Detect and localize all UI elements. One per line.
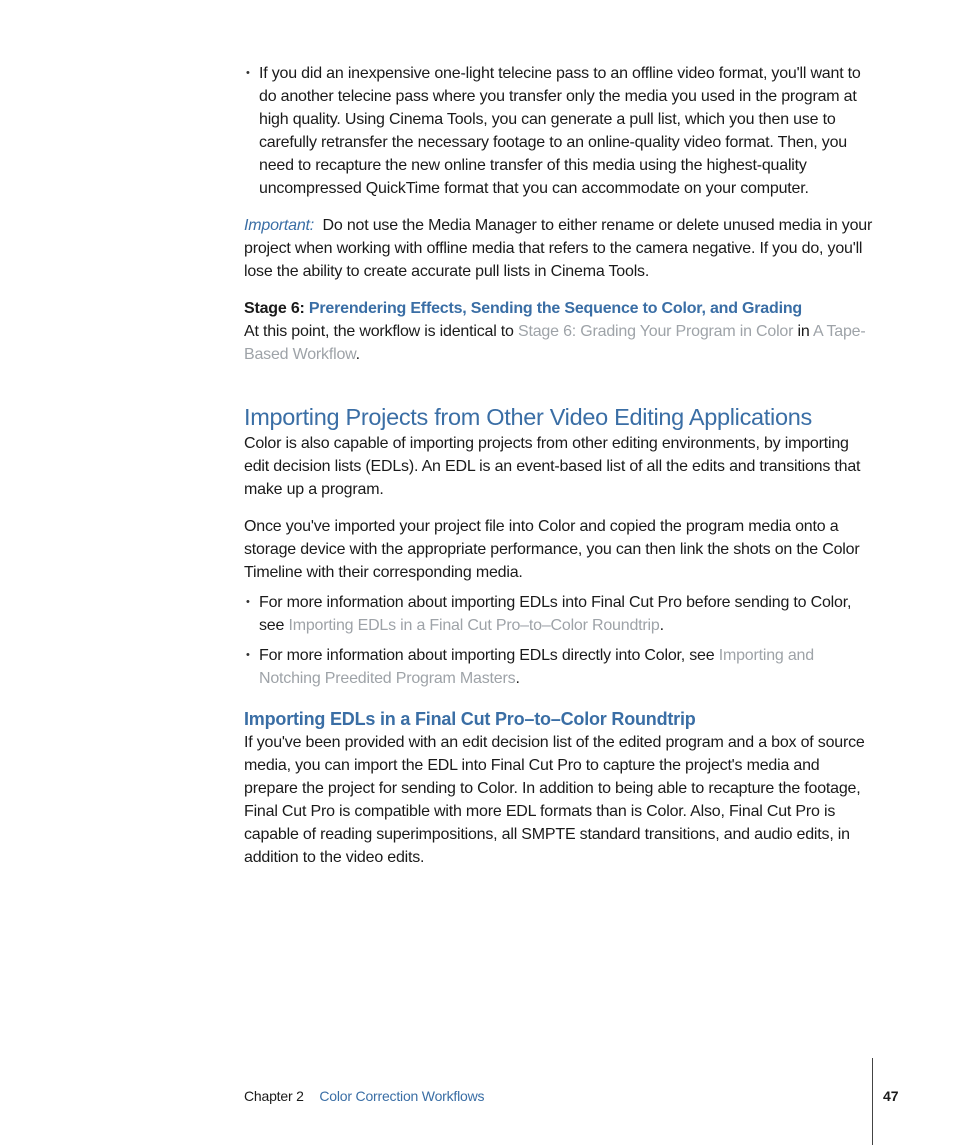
- section-heading: Importing Projects from Other Video Editing Applications: [244, 404, 812, 430]
- footer-chapter-title[interactable]: Color Correction Workflows: [319, 1088, 485, 1104]
- page-content: [244, 62, 874, 869]
- stage-body: At this point, the workflow is identical to Stage 6: Grading Your Program in Color in A Tape-Based Workflow.: [244, 323, 866, 363]
- page-number: 47: [883, 1088, 899, 1104]
- bullet-list-section: [244, 591, 874, 690]
- list-item: • For more information about importing EDLs directly into Color, see Importing and Notching Preedited Program Masters.: [244, 644, 874, 690]
- stage-heading: [244, 297, 874, 320]
- stage-title: Prerendering Effects, Sending the Sequence to Color, and Grading: [308, 300, 802, 317]
- footer-divider: [872, 1058, 873, 1145]
- link-importing-edls-roundtrip[interactable]: Importing EDLs in a Final Cut Pro–to–Color Roundtrip: [288, 617, 660, 634]
- important-note: [244, 214, 874, 283]
- important-label: Important:: [244, 217, 315, 234]
- section-paragraph: Color is also capable of importing projects from other editing environments, by importing edit decision lists (EDLs). An EDL is an event-based list of all the edits and transitions that make up a program.: [244, 435, 861, 498]
- important-text: Do not use the Media Manager to either rename or delete unused media in your project when working with offline media that refers to the camera negative. If you do, you'll lose the ability to create accurate pull lists in Cinema Tools.: [244, 217, 873, 280]
- subsection-heading: Importing EDLs in a Final Cut Pro–to–Color Roundtrip: [244, 709, 696, 729]
- bullet-list-top: [244, 62, 874, 200]
- stage-label: Stage 6:: [244, 300, 305, 317]
- list-item: • For more information about importing EDLs into Final Cut Pro before sending to Color, see Importing EDLs in a Final Cut Pro–to–Color Roundtrip.: [244, 591, 874, 637]
- link-importing-notching[interactable]: Importing and Notching Preedited Program Masters: [259, 647, 814, 687]
- link-tape-based-workflow[interactable]: A Tape-Based Workflow: [244, 323, 866, 363]
- link-grading-program[interactable]: Stage 6: Grading Your Program in Color: [518, 323, 794, 340]
- footer-chapter: Chapter 2: [244, 1088, 304, 1104]
- page-footer: [244, 1087, 484, 1105]
- section-paragraph: Once you've imported your project file into Color and copied the program media onto a storage device with the appropriate performance, you can then link the shots on the Color Timeline with their corresponding media.: [244, 518, 860, 581]
- subsection-paragraph: If you've been provided with an edit decision list of the edited program and a box of source media, you can import the EDL into Final Cut Pro to capture the project's media and prepare the project for sending to Color. In addition to being able to recapture the footage, Final Cut Pro is compatible with more EDL formats than is Color. Also, Final Cut Pro is capable of reading superimpositions, all SMPTE standard transitions, and audio edits, in addition to the video edits.: [244, 734, 865, 866]
- list-item: • If you did an inexpensive one-light telecine pass to an offline video format, you'll want to do another telecine pass where you transfer only the media you used in the program at high quality. Using Cinema Tools, you can generate a pull list, which you then use to carefully retransfer the necessary footage to an online-quality video format. Then, you need to recapture the new online transfer of this media using the highest-quality uncompressed QuickTime format that you can accommodate on your computer.: [244, 62, 874, 200]
